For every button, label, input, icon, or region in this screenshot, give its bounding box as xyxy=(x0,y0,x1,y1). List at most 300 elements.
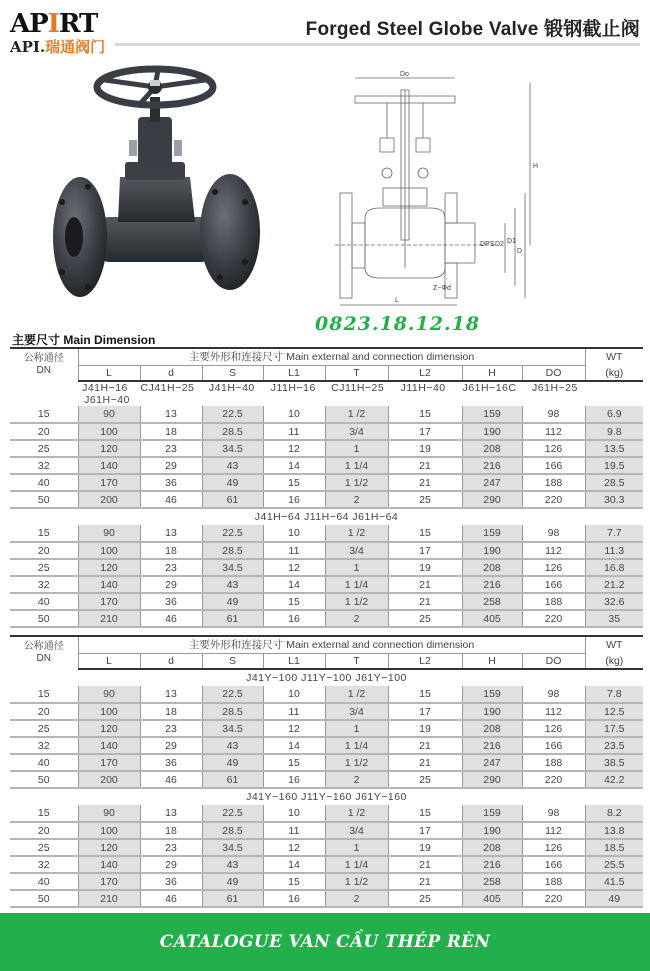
label-dps: DPS xyxy=(480,241,495,248)
cell-l2: 17 xyxy=(388,703,462,720)
cell-d: 23 xyxy=(140,839,202,856)
cell-wt: 7.8 xyxy=(585,686,643,703)
cell-s: 34.5 xyxy=(202,839,263,856)
cell-t: 1 xyxy=(325,720,388,737)
cell-d: 23 xyxy=(140,440,202,457)
model-label: J61H−16C xyxy=(462,382,517,394)
col-header-l: L xyxy=(78,365,140,381)
cell-t: 1 xyxy=(325,559,388,576)
cell-h: 208 xyxy=(462,440,522,457)
cell-l: 140 xyxy=(78,457,140,474)
cell-l1: 16 xyxy=(263,610,325,627)
cell-s: 43 xyxy=(202,576,263,593)
table-row xyxy=(10,576,643,593)
cell-l2: 25 xyxy=(388,610,462,627)
cell-l2: 21 xyxy=(388,737,462,754)
cell-do: 112 xyxy=(522,423,585,440)
cell-l: 170 xyxy=(78,593,140,610)
cell-h: 216 xyxy=(462,737,522,754)
cell-t: 2 xyxy=(325,890,388,907)
cell-dn: 40 xyxy=(10,593,78,610)
cell-l: 100 xyxy=(78,423,140,440)
model-list xyxy=(78,381,643,406)
cell-l: 100 xyxy=(78,822,140,839)
cell-l1: 10 xyxy=(263,406,325,423)
title-divider xyxy=(115,43,640,46)
cell-wt: 12.5 xyxy=(585,703,643,720)
table-row xyxy=(10,839,643,856)
cell-d: 13 xyxy=(140,686,202,703)
table-row xyxy=(10,720,643,737)
cell-h: 190 xyxy=(462,822,522,839)
cell-do: 126 xyxy=(522,559,585,576)
cell-l2: 15 xyxy=(388,406,462,423)
table-row xyxy=(10,406,643,423)
logo-part: AP xyxy=(10,9,48,39)
cell-t: 1 1/4 xyxy=(325,856,388,873)
cell-s: 61 xyxy=(202,890,263,907)
cell-dn: 25 xyxy=(10,720,78,737)
cell-dn: 50 xyxy=(10,491,78,508)
cell-d: 23 xyxy=(140,720,202,737)
cell-d: 46 xyxy=(140,491,202,508)
page-title: Forged Steel Globe Valve 锻钢截止阀 xyxy=(305,19,640,40)
cell-wt: 18.5 xyxy=(585,839,643,856)
table-row xyxy=(10,890,643,907)
cell-l1: 11 xyxy=(263,423,325,440)
col-header-l1: L1 xyxy=(263,653,325,669)
cell-dn: 25 xyxy=(10,839,78,856)
cell-h: 290 xyxy=(462,491,522,508)
cell-t: 3/4 xyxy=(325,703,388,720)
cell-s: 34.5 xyxy=(202,559,263,576)
table-row xyxy=(10,423,643,440)
cell-h: 159 xyxy=(462,525,522,542)
cell-l: 140 xyxy=(78,737,140,754)
cell-h: 258 xyxy=(462,873,522,890)
cell-l1: 10 xyxy=(263,686,325,703)
cell-t: 3/4 xyxy=(325,542,388,559)
cell-t: 2 xyxy=(325,491,388,508)
cell-wt: 13.8 xyxy=(585,822,643,839)
cell-wt: 8.2 xyxy=(585,805,643,822)
cell-l: 100 xyxy=(78,542,140,559)
col-header-t: T xyxy=(325,653,388,669)
cell-h: 208 xyxy=(462,559,522,576)
cell-s: 28.5 xyxy=(202,822,263,839)
col-header-h: H xyxy=(462,365,522,381)
col-header-s: S xyxy=(202,365,263,381)
cell-h: 159 xyxy=(462,805,522,822)
dimension-table-h-series xyxy=(10,347,643,628)
model-label: J41H−40 xyxy=(208,382,255,394)
cell-h: 405 xyxy=(462,890,522,907)
cell-wt: 38.5 xyxy=(585,754,643,771)
dn-header-cn: 公称通径 xyxy=(23,353,64,364)
cell-h: 247 xyxy=(462,754,522,771)
cell-dn: 40 xyxy=(10,754,78,771)
table-row xyxy=(10,822,643,839)
col-header-l1: L1 xyxy=(263,365,325,381)
cell-dn: 32 xyxy=(10,737,78,754)
cell-dn: 50 xyxy=(10,610,78,627)
cell-do: 126 xyxy=(522,720,585,737)
dn-header-cn: 公称通径 xyxy=(23,641,64,652)
cell-l2: 21 xyxy=(388,856,462,873)
cell-s: 22.5 xyxy=(202,525,263,542)
cell-do: 166 xyxy=(522,737,585,754)
cell-l1: 14 xyxy=(263,576,325,593)
dn-header xyxy=(10,636,78,669)
model-label: J11H−16 xyxy=(270,382,316,394)
cell-do: 188 xyxy=(522,873,585,890)
cell-l: 90 xyxy=(78,406,140,423)
cell-h: 208 xyxy=(462,720,522,737)
dn-header-label: DN xyxy=(36,653,51,664)
table-row xyxy=(10,805,643,822)
cell-l1: 14 xyxy=(263,457,325,474)
cell-wt: 41.5 xyxy=(585,873,643,890)
table-row xyxy=(10,474,643,491)
cell-l1: 11 xyxy=(263,703,325,720)
cell-d: 23 xyxy=(140,559,202,576)
cell-l: 140 xyxy=(78,856,140,873)
cell-s: 28.5 xyxy=(202,703,263,720)
table-row xyxy=(10,771,643,788)
cell-dn: 20 xyxy=(10,423,78,440)
cell-d: 46 xyxy=(140,890,202,907)
cell-do: 112 xyxy=(522,703,585,720)
cell-wt: 11.3 xyxy=(585,542,643,559)
cell-h: 405 xyxy=(462,610,522,627)
cell-t: 1 1/2 xyxy=(325,873,388,890)
cell-t: 1 xyxy=(325,839,388,856)
cell-s: 49 xyxy=(202,593,263,610)
cell-do: 98 xyxy=(522,686,585,703)
cell-l2: 21 xyxy=(388,474,462,491)
table-row xyxy=(10,491,643,508)
col-header-h: H xyxy=(462,653,522,669)
cell-wt: 13.5 xyxy=(585,440,643,457)
cell-dn: 32 xyxy=(10,576,78,593)
cell-l1: 10 xyxy=(263,805,325,822)
cell-d: 18 xyxy=(140,703,202,720)
table-row xyxy=(10,703,643,720)
cell-s: 49 xyxy=(202,474,263,491)
cell-l: 200 xyxy=(78,491,140,508)
cell-h: 208 xyxy=(462,839,522,856)
cell-l1: 10 xyxy=(263,525,325,542)
label-l: L xyxy=(395,297,399,304)
cell-do: 98 xyxy=(522,406,585,423)
table-row xyxy=(10,610,643,627)
cell-wt: 35 xyxy=(585,610,643,627)
col-header-do: DO xyxy=(522,653,585,669)
cell-wt: 7.7 xyxy=(585,525,643,542)
cell-l: 140 xyxy=(78,576,140,593)
cell-l2: 19 xyxy=(388,720,462,737)
cell-dn: 50 xyxy=(10,890,78,907)
model-subheader-text: J41Y−100 J11Y−100 J61Y−100 xyxy=(246,672,407,684)
cell-h: 216 xyxy=(462,856,522,873)
cell-do: 126 xyxy=(522,440,585,457)
cell-l1: 11 xyxy=(263,822,325,839)
cell-h: 247 xyxy=(462,474,522,491)
col-header-t: T xyxy=(325,365,388,381)
cell-d: 36 xyxy=(140,474,202,491)
cell-l2: 17 xyxy=(388,423,462,440)
cell-l1: 15 xyxy=(263,593,325,610)
cell-t: 1 1/4 xyxy=(325,576,388,593)
cell-l2: 15 xyxy=(388,525,462,542)
cell-dn: 15 xyxy=(10,686,78,703)
model-label: J41H−16 xyxy=(82,382,128,394)
cell-l2: 25 xyxy=(388,890,462,907)
wt-unit-header: (kg) xyxy=(585,653,643,669)
cell-l2: 19 xyxy=(388,839,462,856)
model-subheader xyxy=(10,669,643,686)
col-header-do: DO xyxy=(522,365,585,381)
cell-s: 28.5 xyxy=(202,423,263,440)
cell-l1: 12 xyxy=(263,720,325,737)
cell-l1: 15 xyxy=(263,754,325,771)
cell-d: 36 xyxy=(140,593,202,610)
col-header-l: L xyxy=(78,653,140,669)
cell-dn: 25 xyxy=(10,559,78,576)
model-subheader-text: J41H−64 J11H−64 J61H−64 xyxy=(254,511,399,523)
cell-l2: 21 xyxy=(388,457,462,474)
cell-t: 3/4 xyxy=(325,423,388,440)
label-do: Do xyxy=(400,71,409,78)
cell-do: 220 xyxy=(522,771,585,788)
cell-do: 188 xyxy=(522,593,585,610)
cell-s: 49 xyxy=(202,873,263,890)
model-label: J11H−40 xyxy=(400,382,446,394)
cell-d: 29 xyxy=(140,457,202,474)
cell-s: 43 xyxy=(202,856,263,873)
cell-l2: 15 xyxy=(388,805,462,822)
cell-do: 112 xyxy=(522,542,585,559)
cell-l2: 25 xyxy=(388,771,462,788)
cell-do: 112 xyxy=(522,822,585,839)
cell-h: 190 xyxy=(462,542,522,559)
cell-l1: 11 xyxy=(263,542,325,559)
cell-d: 46 xyxy=(140,771,202,788)
col-header-s: S xyxy=(202,653,263,669)
cell-dn: 40 xyxy=(10,474,78,491)
cell-l2: 21 xyxy=(388,593,462,610)
table-row xyxy=(10,525,643,542)
cell-t: 1 1/2 xyxy=(325,474,388,491)
dimension-group-header: 主要外形和连接尺寸 Main external and connection dimension xyxy=(78,636,585,653)
cell-h: 190 xyxy=(462,423,522,440)
model-subheader xyxy=(10,508,643,525)
cell-do: 220 xyxy=(522,610,585,627)
cell-wt: 23.5 xyxy=(585,737,643,754)
logo-subtitle xyxy=(10,38,110,57)
label-d2: D2 xyxy=(495,241,504,248)
cell-do: 166 xyxy=(522,576,585,593)
cell-l2: 21 xyxy=(388,576,462,593)
label-d: D xyxy=(517,248,523,255)
cell-t: 1 xyxy=(325,440,388,457)
cell-l2: 21 xyxy=(388,873,462,890)
col-header-l2: L2 xyxy=(388,365,462,381)
valve-dimension-drawing xyxy=(335,68,545,308)
cell-l1: 14 xyxy=(263,737,325,754)
model-label: J61H−25 xyxy=(532,382,578,394)
brand-logo xyxy=(10,10,110,57)
dn-header-label: DN xyxy=(36,365,51,376)
cell-dn: 40 xyxy=(10,873,78,890)
logo-api: API. xyxy=(10,38,46,56)
cell-dn: 20 xyxy=(10,822,78,839)
cell-wt: 42.2 xyxy=(585,771,643,788)
cell-wt: 49 xyxy=(585,890,643,907)
cell-d: 18 xyxy=(140,822,202,839)
cell-l1: 12 xyxy=(263,839,325,856)
cell-s: 34.5 xyxy=(202,720,263,737)
cell-s: 61 xyxy=(202,771,263,788)
cell-do: 188 xyxy=(522,474,585,491)
dn-header xyxy=(10,348,78,381)
phone-number: 0823.18.12.18 xyxy=(315,313,481,335)
section-title: 主要尺寸 Main Dimension xyxy=(12,333,156,347)
cell-h: 258 xyxy=(462,593,522,610)
model-row xyxy=(10,381,643,406)
cell-l: 170 xyxy=(78,873,140,890)
col-header-l2: L2 xyxy=(388,653,462,669)
cell-l1: 15 xyxy=(263,873,325,890)
cell-d: 29 xyxy=(140,856,202,873)
cell-do: 98 xyxy=(522,525,585,542)
cell-t: 1 1/2 xyxy=(325,754,388,771)
footer-title: CATALOGUE VAN CẦU THÉP RÈN xyxy=(159,932,491,952)
cell-l: 170 xyxy=(78,474,140,491)
cell-d: 13 xyxy=(140,805,202,822)
cell-t: 1 1/4 xyxy=(325,457,388,474)
cell-l1: 16 xyxy=(263,771,325,788)
cell-s: 61 xyxy=(202,491,263,508)
cell-wt: 16.8 xyxy=(585,559,643,576)
cell-h: 159 xyxy=(462,406,522,423)
wt-unit-header: (kg) xyxy=(585,365,643,381)
cell-h: 290 xyxy=(462,771,522,788)
table-row xyxy=(10,873,643,890)
cell-s: 49 xyxy=(202,754,263,771)
dimension-table-y-series xyxy=(10,635,643,908)
cell-dn: 50 xyxy=(10,771,78,788)
label-h: H xyxy=(533,163,539,170)
cell-t: 2 xyxy=(325,610,388,627)
cell-s: 61 xyxy=(202,610,263,627)
cell-l: 210 xyxy=(78,610,140,627)
cell-dn: 15 xyxy=(10,805,78,822)
cell-do: 220 xyxy=(522,890,585,907)
cell-h: 216 xyxy=(462,457,522,474)
cell-d: 18 xyxy=(140,423,202,440)
cell-l: 100 xyxy=(78,703,140,720)
logo-cn: 瑞通阀门 xyxy=(45,39,106,56)
cell-s: 22.5 xyxy=(202,805,263,822)
cell-t: 1 /2 xyxy=(325,686,388,703)
cell-l2: 21 xyxy=(388,754,462,771)
label-z: Z−Φd xyxy=(433,285,451,292)
cell-t: 2 xyxy=(325,771,388,788)
cell-dn: 32 xyxy=(10,457,78,474)
cell-dn: 15 xyxy=(10,525,78,542)
cell-l1: 12 xyxy=(263,440,325,457)
cell-l2: 19 xyxy=(388,440,462,457)
cell-l: 210 xyxy=(78,890,140,907)
col-header-d: d xyxy=(140,653,202,669)
valve-photo xyxy=(40,62,270,302)
cell-wt: 6.9 xyxy=(585,406,643,423)
cell-wt: 30.3 xyxy=(585,491,643,508)
cell-s: 28.5 xyxy=(202,542,263,559)
cell-d: 46 xyxy=(140,610,202,627)
cell-l1: 15 xyxy=(263,474,325,491)
footer-banner xyxy=(0,913,650,971)
cell-dn: 20 xyxy=(10,703,78,720)
cell-l: 90 xyxy=(78,805,140,822)
cell-s: 22.5 xyxy=(202,686,263,703)
table-row xyxy=(10,593,643,610)
wt-header: WT xyxy=(585,636,643,653)
cell-d: 18 xyxy=(140,542,202,559)
cell-l: 120 xyxy=(78,720,140,737)
cell-l2: 15 xyxy=(388,686,462,703)
label-d1: D1 xyxy=(507,238,516,245)
cell-l1: 16 xyxy=(263,890,325,907)
model-label: J61H−40 xyxy=(84,394,130,406)
cell-do: 166 xyxy=(522,856,585,873)
cell-t: 1 1/2 xyxy=(325,593,388,610)
cell-d: 36 xyxy=(140,754,202,771)
cell-s: 34.5 xyxy=(202,440,263,457)
cell-t: 1 /2 xyxy=(325,805,388,822)
cell-s: 22.5 xyxy=(202,406,263,423)
cell-l1: 16 xyxy=(263,491,325,508)
cell-s: 43 xyxy=(202,737,263,754)
cell-do: 98 xyxy=(522,805,585,822)
model-subheader-text: J41Y−160 J11Y−160 J61Y−160 xyxy=(246,791,407,803)
table-row xyxy=(10,686,643,703)
cell-h: 216 xyxy=(462,576,522,593)
cell-do: 188 xyxy=(522,754,585,771)
cell-l2: 19 xyxy=(388,559,462,576)
cell-t: 3/4 xyxy=(325,822,388,839)
cell-l2: 25 xyxy=(388,491,462,508)
table-row xyxy=(10,440,643,457)
cell-d: 13 xyxy=(140,406,202,423)
cell-do: 126 xyxy=(522,839,585,856)
cell-s: 43 xyxy=(202,457,263,474)
logo-part: RT xyxy=(58,9,98,39)
cell-l: 120 xyxy=(78,559,140,576)
model-label: CJ11H−25 xyxy=(331,382,385,394)
cell-d: 36 xyxy=(140,873,202,890)
col-header-d: d xyxy=(140,365,202,381)
cell-wt: 17.5 xyxy=(585,720,643,737)
wt-header: WT xyxy=(585,348,643,365)
cell-dn: 32 xyxy=(10,856,78,873)
cell-wt: 21.2 xyxy=(585,576,643,593)
cell-d: 13 xyxy=(140,525,202,542)
cell-t: 1 /2 xyxy=(325,525,388,542)
cell-dn: 20 xyxy=(10,542,78,559)
cell-l1: 14 xyxy=(263,856,325,873)
